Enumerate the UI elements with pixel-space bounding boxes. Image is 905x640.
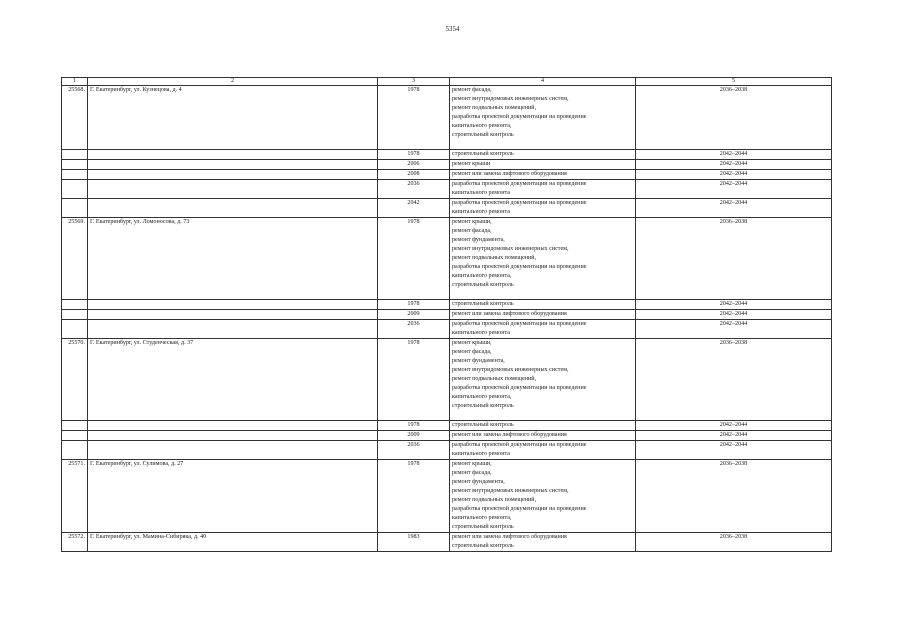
table-row xyxy=(62,533,832,552)
work-line: строительный контроль xyxy=(452,524,514,530)
work-line: капитального ремонта, xyxy=(452,515,512,521)
table-row xyxy=(62,300,832,310)
row-number-empty xyxy=(62,160,88,170)
table-row xyxy=(62,170,832,180)
work-line: ремонт фасада, xyxy=(452,349,492,355)
work-line: ремонт или замена лифтового оборудования xyxy=(452,534,567,540)
period: 2042–2044 xyxy=(636,150,832,160)
work-line: ремонт внутридомовых инженерных систем, xyxy=(452,246,569,252)
work-line: капитального ремонта xyxy=(452,451,510,457)
address: Г. Екатеринбург, ул. Кузнецова, д. 4 xyxy=(88,86,378,150)
address-empty xyxy=(88,160,378,170)
work-line: строительный контроль xyxy=(452,301,514,307)
year: 1983 xyxy=(378,533,450,552)
address: Г. Екатеринбург, ул. Мамина-Сибиряка, д. 40 xyxy=(88,533,378,552)
work-line: ремонт подвальных помещений, xyxy=(452,376,537,382)
year: 2036 xyxy=(378,320,450,339)
work-line: капитального ремонта xyxy=(452,190,510,196)
period: 2042–2044 xyxy=(636,160,832,170)
table-row xyxy=(62,199,832,218)
column-header: 5 xyxy=(636,78,832,86)
works-list xyxy=(450,199,636,218)
period: 2036–2038 xyxy=(636,86,832,150)
column-header: 3 xyxy=(378,78,450,86)
period: 2042–2044 xyxy=(636,421,832,431)
work-line: ремонт крыши xyxy=(452,161,491,167)
address-empty xyxy=(88,320,378,339)
table-row xyxy=(62,180,832,199)
work-line: капитального ремонта xyxy=(452,209,510,215)
work-line: ремонт фундамента, xyxy=(452,358,505,364)
row-number-empty xyxy=(62,180,88,199)
works-list xyxy=(450,441,636,460)
row-number: 25571. xyxy=(62,460,88,533)
row-number-empty xyxy=(62,310,88,320)
work-line: ремонт подвальных помещений, xyxy=(452,255,537,261)
row-number-empty xyxy=(62,421,88,431)
work-line: ремонт фасада, xyxy=(452,228,492,234)
work-line: капитального ремонта, xyxy=(452,273,512,279)
year: 1978 xyxy=(378,460,450,533)
work-line: разработка проектной документации на проведение xyxy=(452,385,587,391)
period: 2042–2044 xyxy=(636,431,832,441)
table-row xyxy=(62,339,832,421)
period: 2036–2038 xyxy=(636,218,832,300)
year: 2006 xyxy=(378,160,450,170)
table-row xyxy=(62,431,832,441)
year: 1978 xyxy=(378,300,450,310)
work-line: ремонт или замена лифтового оборудования xyxy=(452,311,567,317)
work-line: ремонт внутридомовых инженерных систем, xyxy=(452,488,569,494)
work-line: капитального ремонта xyxy=(452,330,510,336)
work-line: разработка проектной документации на проведение xyxy=(452,264,587,270)
work-line: ремонт крыши, xyxy=(452,461,492,467)
works-list xyxy=(450,320,636,339)
row-number-empty xyxy=(62,170,88,180)
table-body xyxy=(62,78,832,552)
work-line: разработка проектной документации на проведение xyxy=(452,321,587,327)
work-line: разработка проектной документации на проведение xyxy=(452,181,587,187)
address-empty xyxy=(88,421,378,431)
row-number-empty xyxy=(62,431,88,441)
year: 2008 xyxy=(378,170,450,180)
period: 2042–2044 xyxy=(636,320,832,339)
repair-works-table xyxy=(61,77,832,552)
row-number: 25569. xyxy=(62,218,88,300)
period: 2042–2044 xyxy=(636,310,832,320)
year: 1978 xyxy=(378,86,450,150)
table-row xyxy=(62,421,832,431)
header-row xyxy=(62,78,832,86)
works-list xyxy=(450,160,636,170)
table-row xyxy=(62,218,832,300)
work-line: строительный контроль xyxy=(452,282,514,288)
work-line: разработка проектной документации на проведение xyxy=(452,200,587,206)
row-number-empty xyxy=(62,441,88,460)
work-line: строительный контроль xyxy=(452,403,514,409)
work-line: строительный контроль xyxy=(452,151,514,157)
address-empty xyxy=(88,441,378,460)
year: 2036 xyxy=(378,180,450,199)
column-header: 4 xyxy=(450,78,636,86)
year: 1978 xyxy=(378,218,450,300)
works-list xyxy=(450,533,636,552)
address-empty xyxy=(88,310,378,320)
period: 2042–2044 xyxy=(636,300,832,310)
period: 2042–2044 xyxy=(636,170,832,180)
address-empty xyxy=(88,170,378,180)
table-row xyxy=(62,86,832,150)
address-empty xyxy=(88,180,378,199)
table-row xyxy=(62,441,832,460)
work-line: ремонт фундамента, xyxy=(452,479,505,485)
address-empty xyxy=(88,300,378,310)
row-number-empty xyxy=(62,150,88,160)
year: 2009 xyxy=(378,310,450,320)
work-line: ремонт внутридомовых инженерных систем, xyxy=(452,96,569,102)
work-line: разработка проектной документации на проведение xyxy=(452,506,587,512)
period: 2036–2038 xyxy=(636,533,832,552)
year: 1978 xyxy=(378,150,450,160)
period: 2042–2044 xyxy=(636,441,832,460)
address: Г. Екатеринбург, ул. Ломоносова, д. 73 xyxy=(88,218,378,300)
works-list xyxy=(450,300,636,310)
work-line: ремонт или замена лифтового оборудования xyxy=(452,432,567,438)
year: 2042 xyxy=(378,199,450,218)
row-number-empty xyxy=(62,320,88,339)
period: 2036–2038 xyxy=(636,339,832,421)
address: Г. Екатеринбург, ул. Сулимова, д. 27 xyxy=(88,460,378,533)
works-list xyxy=(450,218,636,300)
address-empty xyxy=(88,150,378,160)
year: 2036 xyxy=(378,441,450,460)
work-line: строительный контроль xyxy=(452,132,514,138)
table-row xyxy=(62,460,832,533)
table-row xyxy=(62,150,832,160)
works-list xyxy=(450,180,636,199)
period: 2036–2038 xyxy=(636,460,832,533)
row-number: 25570. xyxy=(62,339,88,421)
work-line: ремонт фасада, xyxy=(452,87,492,93)
works-list xyxy=(450,86,636,150)
row-number: 25568. xyxy=(62,86,88,150)
works-list xyxy=(450,150,636,160)
page-number: 5354 xyxy=(445,25,460,33)
work-line: капитального ремонта, xyxy=(452,394,512,400)
works-list xyxy=(450,421,636,431)
works-list xyxy=(450,339,636,421)
work-line: ремонт фасада, xyxy=(452,470,492,476)
year: 1978 xyxy=(378,421,450,431)
address: Г. Екатеринбург, ул. Студенческая, д. 37 xyxy=(88,339,378,421)
work-line: ремонт или замена лифтового оборудования xyxy=(452,171,567,177)
work-line: ремонт фундамента, xyxy=(452,237,505,243)
table-row xyxy=(62,160,832,170)
table-row xyxy=(62,320,832,339)
row-number-empty xyxy=(62,300,88,310)
work-line: строительный контроль xyxy=(452,422,514,428)
work-line: строительный контроль xyxy=(452,543,514,549)
column-header: 2 xyxy=(88,78,378,86)
work-line: ремонт крыши, xyxy=(452,219,492,225)
works-list xyxy=(450,310,636,320)
period: 2042–2044 xyxy=(636,199,832,218)
column-header: 1 xyxy=(62,78,88,86)
works-list xyxy=(450,460,636,533)
work-line: капитального ремонта, xyxy=(452,123,512,129)
works-list xyxy=(450,170,636,180)
address-empty xyxy=(88,431,378,441)
work-line: ремонт внутридомовых инженерных систем, xyxy=(452,367,569,373)
work-line: ремонт подвальных помещений, xyxy=(452,105,537,111)
work-line: ремонт крыши, xyxy=(452,340,492,346)
row-number-empty xyxy=(62,199,88,218)
work-line: разработка проектной документации на проведение xyxy=(452,114,587,120)
period: 2042–2044 xyxy=(636,180,832,199)
table-row xyxy=(62,310,832,320)
works-list xyxy=(450,431,636,441)
row-number: 25572. xyxy=(62,533,88,552)
year: 1978 xyxy=(378,339,450,421)
year: 2009 xyxy=(378,431,450,441)
address-empty xyxy=(88,199,378,218)
work-line: ремонт подвальных помещений, xyxy=(452,497,537,503)
work-line: разработка проектной документации на проведение xyxy=(452,442,587,448)
